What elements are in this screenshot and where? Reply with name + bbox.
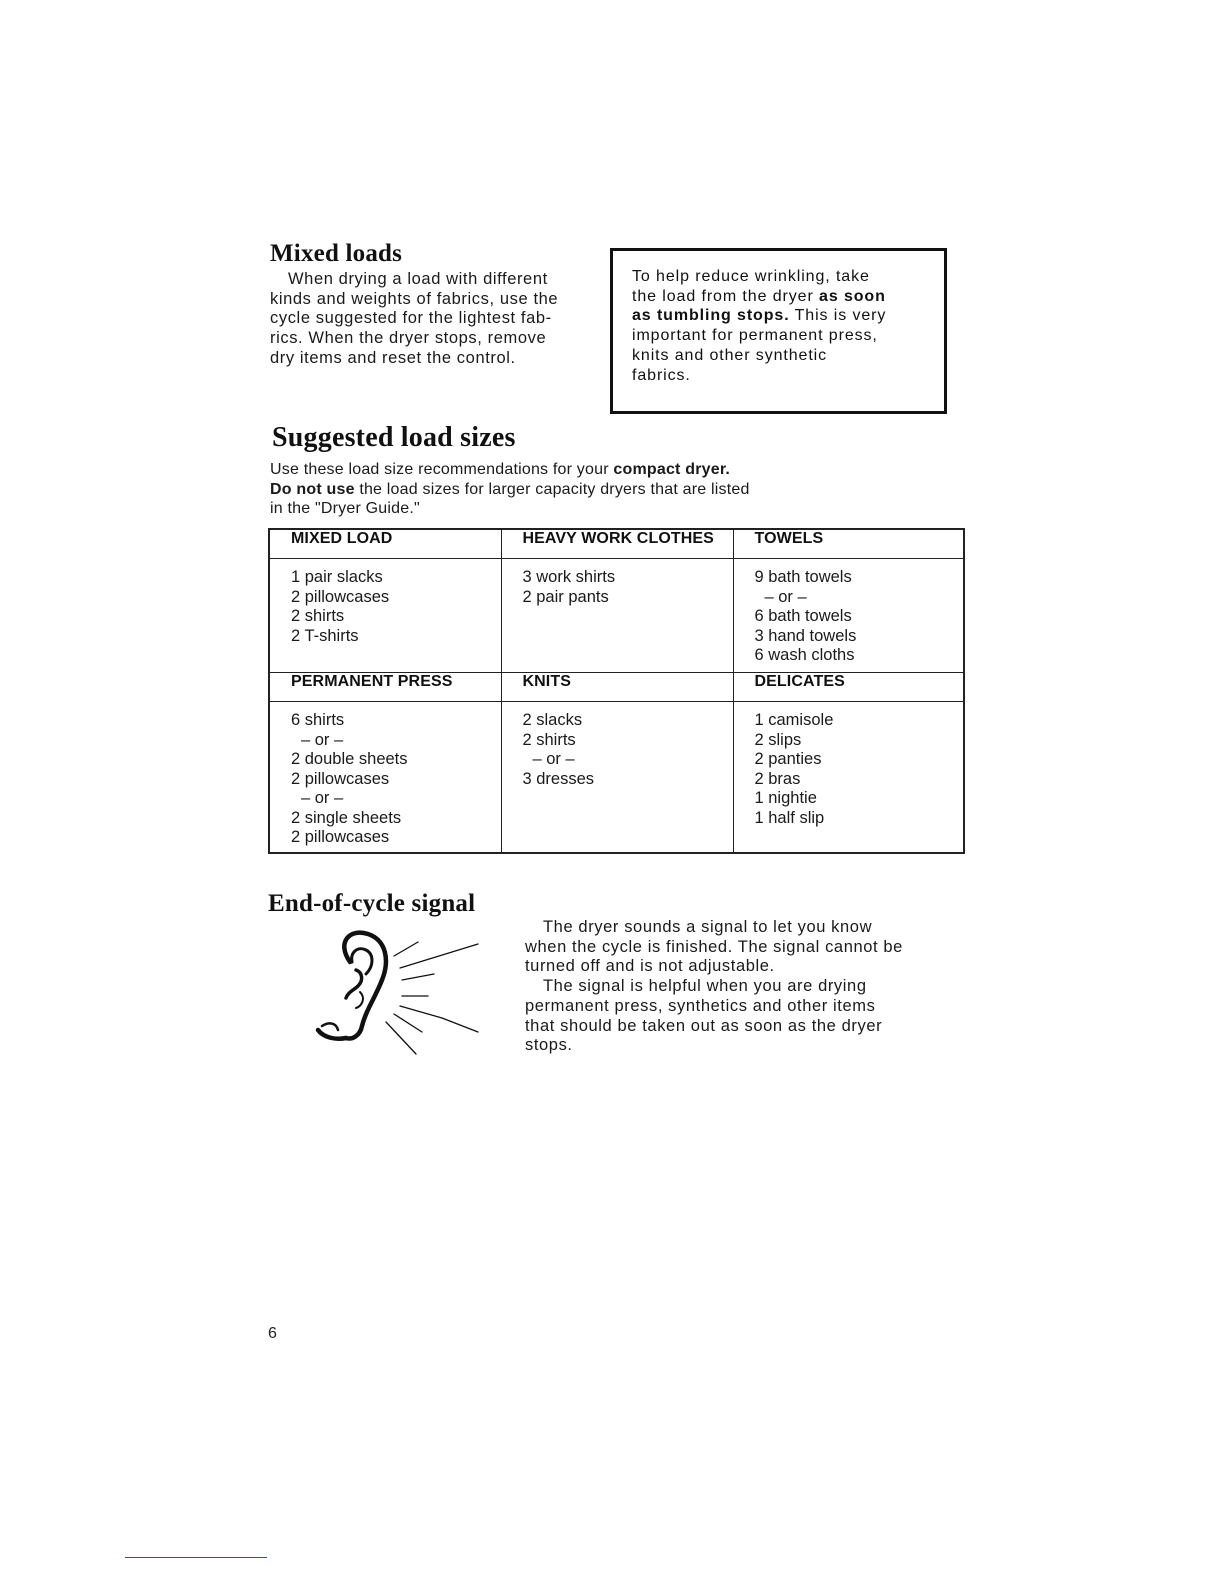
table-cell-line: 6 bath towels	[754, 607, 852, 625]
table-cell-line: – or –	[301, 789, 344, 807]
table-cell-line: 2 pair pants	[522, 587, 609, 606]
table-cell-line: 2 panties	[754, 750, 822, 768]
table-cell	[733, 559, 964, 673]
table-cell	[269, 559, 501, 673]
table-cell-line: 1 half slip	[754, 808, 825, 827]
signal-line: when the cycle is finished. The signal cannot be	[525, 937, 903, 956]
table-cell-line: 3 hand towels	[754, 626, 857, 645]
end-of-cycle-heading: End-of-cycle signal	[268, 890, 476, 917]
table-cell-line: – or –	[764, 587, 807, 606]
table-cell	[269, 702, 501, 854]
signal-line: turned off and is not adjustable.	[525, 957, 775, 976]
table-cell	[501, 702, 733, 854]
table-header-cell: KNITS	[501, 673, 733, 702]
footer-rule	[125, 1557, 267, 1558]
signal-line: that should be taken out as soon as the dryer	[525, 1016, 883, 1035]
table-row	[269, 559, 964, 673]
table-row	[269, 702, 964, 854]
intro-plain: the load sizes for larger capacity dryers that are listed	[354, 480, 750, 498]
table-cell-line: 2 shirts	[522, 730, 576, 749]
end-of-cycle-paragraphs	[525, 918, 955, 1056]
table-cell-line: 1 nightie	[754, 789, 817, 807]
suggested-load-sizes-heading: Suggested load sizes	[272, 422, 516, 453]
tip-plain: the load from the dryer	[632, 287, 820, 305]
table-cell-line: 6 shirts	[291, 711, 345, 729]
signal-line: permanent press, synthetics and other items	[525, 996, 876, 1015]
table-cell-line: 2 single sheets	[291, 808, 402, 827]
table-cell-line: 1 pair slacks	[291, 568, 383, 586]
table-cell-line: 2 slacks	[522, 711, 583, 729]
table-cell-line: 2 double sheets	[291, 750, 408, 768]
table-header-row	[269, 673, 964, 702]
intro-plain: Use these load size recommendations for your	[270, 461, 614, 478]
tip-line: fabrics.	[632, 366, 691, 384]
table-cell-line: 2 pillowcases	[291, 828, 390, 846]
tip-line	[632, 287, 932, 307]
intro-line	[270, 460, 750, 480]
intro-bold: Do not use	[270, 480, 355, 498]
table-header-cell: HEAVY WORK CLOTHES	[501, 529, 733, 559]
table-cell-line: 3 work shirts	[522, 568, 616, 586]
wrinkle-tip-box	[610, 248, 947, 414]
table-header-cell: MIXED LOAD	[269, 529, 501, 559]
table-cell	[733, 702, 964, 854]
table-cell-line: 2 slips	[754, 730, 802, 749]
intro-bold: compact dryer.	[613, 461, 731, 478]
tip-bold: as soon	[819, 287, 886, 305]
table-cell-line: 2 bras	[754, 769, 801, 788]
mixed-loads-line: When drying a load with different	[288, 270, 548, 288]
tip-plain: This is very	[789, 307, 887, 325]
table-cell-line: 3 dresses	[522, 769, 595, 788]
signal-line: The signal is helpful when you are drying	[543, 977, 867, 996]
table-cell-line: 2 shirts	[291, 607, 345, 625]
suggested-load-sizes-intro	[270, 460, 750, 519]
table-header-row	[269, 529, 964, 559]
wrinkle-tip-text	[632, 267, 932, 385]
table-cell-line: – or –	[532, 750, 575, 768]
tip-line: important for permanent press,	[632, 327, 878, 345]
table-cell-line: 1 camisole	[754, 711, 834, 729]
table-cell-line: 2 T-shirts	[291, 626, 359, 645]
tip-line	[632, 306, 932, 326]
load-size-table	[268, 528, 965, 854]
signal-line: The dryer sounds a signal to let you know	[543, 918, 873, 936]
page-number: 6	[268, 1325, 277, 1342]
tip-line: knits and other synthetic	[632, 346, 828, 364]
mixed-loads-line: rics. When the dryer stops, remove	[270, 329, 547, 348]
table-header-cell: DELICATES	[733, 673, 964, 702]
intro-line	[270, 480, 750, 500]
mixed-loads-line: cycle suggested for the lightest fab-	[270, 309, 552, 328]
table-cell-line: 6 wash cloths	[754, 646, 855, 664]
table-header-cell: PERMANENT PRESS	[269, 673, 501, 702]
table-header-cell: TOWELS	[733, 529, 964, 559]
mixed-loads-line: kinds and weights of fabrics, use the	[270, 289, 559, 308]
mixed-loads-line: dry items and reset the control.	[270, 348, 516, 367]
mixed-loads-heading: Mixed loads	[270, 240, 403, 267]
table-cell-line: – or –	[301, 730, 344, 749]
table-cell-line: 9 bath towels	[754, 568, 852, 586]
tip-bold: as tumbling stops.	[632, 307, 790, 325]
table-cell	[501, 559, 733, 673]
ear-icon	[310, 922, 490, 1057]
mixed-loads-paragraph	[270, 270, 600, 369]
tip-line: To help reduce wrinkling, take	[632, 268, 870, 285]
signal-line: stops.	[525, 1036, 573, 1055]
table-cell-line: 2 pillowcases	[291, 769, 390, 788]
intro-line: in the "Dryer Guide."	[270, 500, 420, 517]
table-cell-line: 2 pillowcases	[291, 587, 390, 606]
